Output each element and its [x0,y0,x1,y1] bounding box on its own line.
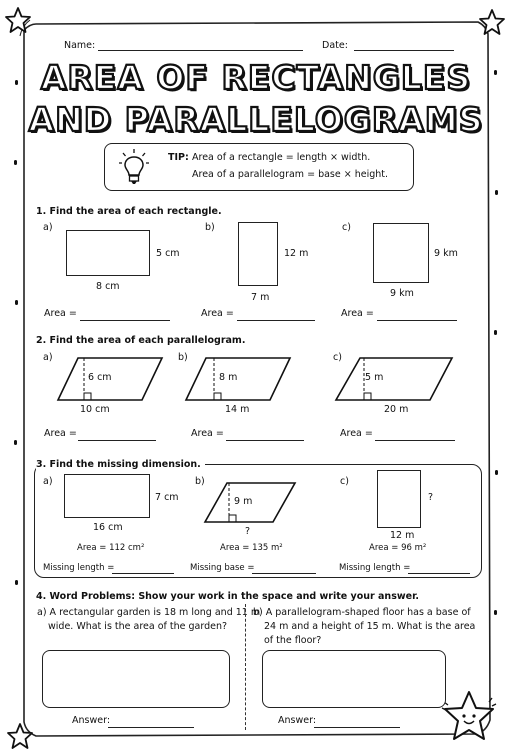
star-icon [4,6,32,34]
q1b-letter: b) [205,222,215,233]
q1a-rectangle [66,230,150,276]
q3c-letter: c) [340,476,349,487]
q2b-parallelogram [184,355,294,405]
q4a-line2: wide. What is the area of the garden? [48,621,228,632]
q4a-answer-field[interactable] [108,717,194,728]
q2b-letter: b) [178,352,188,363]
q3b-height: 9 m [234,496,253,507]
q3a-side: 7 cm [155,492,179,503]
q2c-height: 5 m [365,372,384,383]
q2a-letter: a) [43,352,53,363]
star-icon [478,8,506,36]
q4b-answer-field[interactable] [314,717,400,728]
worksheet-title-line2: AND PARALLELOGRAMS [28,100,484,139]
q3c-side: ? [428,492,434,503]
q2-heading: 2. Find the area of each parallelogram. [36,335,246,346]
q2b-answer-field[interactable] [226,430,304,441]
q3b-area: Area = 135 m² [220,543,283,553]
q1b-rectangle [238,222,278,286]
q1c-bottom: 9 km [390,288,414,299]
q2a-answer-label: Area = [44,428,77,439]
border-dot [495,190,498,195]
q4-divider [245,604,246,730]
q4b-answer-label: Answer: [278,715,317,726]
q4b-work-area[interactable] [262,650,446,708]
q2c-parallelogram [334,355,456,405]
q3b-base: ? [245,526,251,537]
name-label: Name: [64,40,96,51]
q3c-area: Area = 96 m² [369,543,427,553]
q4a-answer-label: Answer: [72,715,111,726]
q2c-answer-field[interactable] [375,430,455,441]
worksheet-title-line1: AREA OF RECTANGLES [40,58,472,97]
name-field[interactable] [98,40,303,51]
q2c-answer-label: Area = [340,428,373,439]
q4b-line3: of the floor? [264,635,322,646]
q1a-letter: a) [43,222,53,233]
q2b-base: 14 m [225,404,250,415]
q3a-area: Area = 112 cm² [77,543,145,553]
border-dot [15,300,18,305]
q1b-bottom: 7 m [251,292,270,303]
lightbulb-icon [117,148,151,186]
q2a-base: 10 cm [80,404,110,415]
q2a-answer-field[interactable] [78,430,156,441]
border-dot [14,440,17,445]
q3-heading: 3. Find the missing dimension. [36,459,205,470]
q1a-answer-label: Area = [44,308,77,319]
q3c-rectangle [377,470,421,528]
q3a-answer-field[interactable] [112,563,174,574]
q2b-answer-label: Area = [191,428,224,439]
q3a-rectangle [64,474,150,518]
border-dot [14,160,17,165]
tip-label: TIP: [168,152,189,163]
q3b-answer-field[interactable] [252,563,316,574]
q1a-answer-field[interactable] [80,310,170,321]
q2c-letter: c) [333,352,342,363]
q3c-answer-field[interactable] [408,563,470,574]
q1b-answer-label: Area = [201,308,234,319]
q4b-line2: 24 m and a height of 15 m. What is the area [264,621,476,632]
q4a-work-area[interactable] [42,650,230,708]
q2c-base: 20 m [384,404,409,415]
q3c-bottom: 12 m [390,530,415,541]
border-dot [494,610,497,615]
star-icon [6,722,34,750]
q1a-side: 5 cm [156,248,180,259]
date-field[interactable] [354,40,454,51]
q1-heading: 1. Find the area of each rectangle. [36,206,222,217]
q4a-line1: a) A rectangular garden is 18 m long and 11 m [37,607,261,618]
q1c-answer-label: Area = [341,308,374,319]
date-label: Date: [322,40,348,51]
tip-rectangle-formula: Area of a rectangle = length × width. [192,152,371,163]
q1b-answer-field[interactable] [237,310,315,321]
q3a-bottom: 16 cm [93,522,123,533]
q1b-side: 12 m [284,248,309,259]
q3b-answer-label: Missing base = [190,563,255,573]
tip-parallelogram-formula: Area of a parallelogram = base × height. [192,169,389,180]
q3b-letter: b) [195,476,205,487]
q1c-answer-field[interactable] [377,310,457,321]
q2a-height: 6 cm [88,372,112,383]
q1c-letter: c) [342,222,351,233]
q1c-rectangle [373,223,429,283]
q1c-side: 9 km [434,248,458,259]
q2b-height: 8 m [219,372,238,383]
border-dot [494,330,497,335]
q3a-answer-label: Missing length = [43,563,115,573]
q4-heading: 4. Word Problems: Show your work in the space and write your answer. [36,591,420,602]
q4b-line1: b) A parallelogram-shaped floor has a base of [253,607,471,618]
border-dot [495,470,498,475]
q3c-answer-label: Missing length = [339,563,411,573]
q1a-bottom: 8 cm [96,281,120,292]
border-dot [15,580,18,585]
q3a-letter: a) [43,476,53,487]
smiling-star-icon [440,688,498,746]
